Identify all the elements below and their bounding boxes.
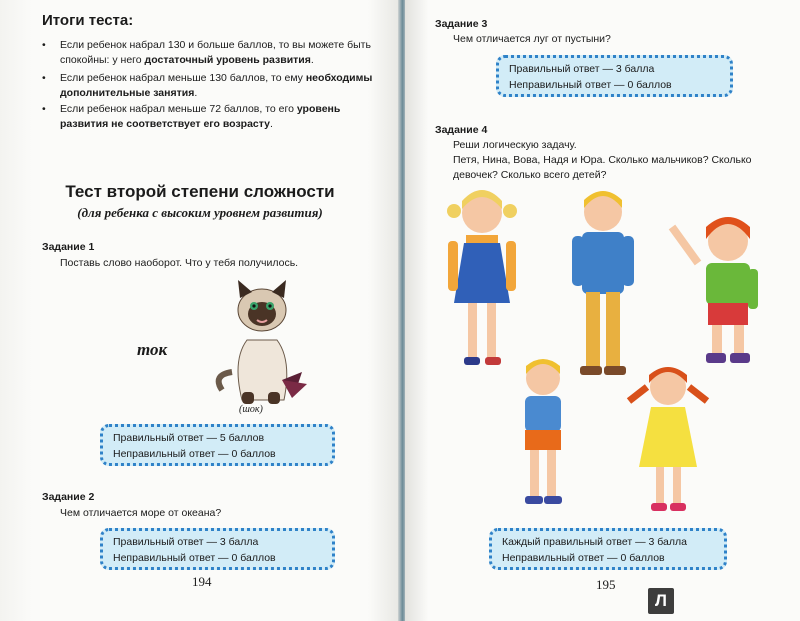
answer-wrong: Неправильный ответ — 0 баллов [502, 552, 665, 564]
answer-wrong: Неправильный ответ — 0 баллов [113, 552, 276, 564]
cat-illustration [212, 280, 312, 410]
task1-hint: (шок) [239, 404, 263, 415]
task3-title: Задание 3 [435, 18, 488, 30]
task2-text: Чем отличается море от океана? [60, 507, 222, 519]
bullet-dot-icon: • [42, 72, 46, 84]
publisher-logo: Л [648, 588, 674, 614]
page-number-right: 195 [596, 577, 616, 592]
task2-title: Задание 2 [42, 491, 95, 503]
task2-answer-box [100, 528, 335, 570]
test-subtitle: (для ребенка с высоким уровнем развития) [77, 205, 323, 220]
task3-text: Чем отличается луг от пустыни? [453, 33, 611, 45]
bullet-dot-icon: • [42, 103, 46, 115]
result-bullet-1: • Если ребенок набрал 130 и больше баллов, то вы можете быть спокойны: у него достаточный уровень развития. [42, 39, 371, 66]
answer-wrong: Неправильный ответ — 0 баллов [113, 448, 276, 460]
task1-word: ток [137, 340, 168, 359]
result-bullet-2: • Если ребенок набрал меньше 130 баллов, то ему необходимы дополнительные занятия. [42, 72, 373, 99]
girl-blue-dress-illustration [440, 183, 525, 373]
task3-answer-box [496, 55, 733, 97]
task4-answer-box [489, 528, 727, 570]
answer-correct: Правильный ответ — 3 балла [509, 63, 655, 75]
task4-line1: Реши логическую задачу. [453, 139, 577, 151]
result-bullet-3: • Если ребенок набрал меньше 72 баллов, то его уровень развития не соответствует его возрасту. [42, 103, 341, 130]
task1-answer-box [100, 424, 335, 466]
answer-correct: Правильный ответ — 5 баллов [113, 432, 265, 444]
task1-title: Задание 1 [42, 241, 95, 253]
task4-title: Задание 4 [435, 124, 488, 136]
task1-text: Поставь слово наоборот. Что у тебя получилось. [60, 257, 299, 269]
right-page [405, 0, 800, 621]
answer-wrong: Неправильный ответ — 0 баллов [509, 79, 672, 91]
results-title: Итоги теста: [42, 12, 134, 29]
task4-line2: Петя, Нина, Вова, Надя и Юра. Сколько мальчиков? Сколько [453, 154, 752, 166]
boy-red-hair-illustration [668, 213, 778, 373]
boy-orange-shorts-illustration [513, 356, 573, 514]
test-title: Тест второй степени сложности [65, 182, 335, 201]
bullet-dot-icon: • [42, 39, 46, 51]
page-number-left: 194 [192, 574, 212, 589]
boy-blue-sweater-illustration [568, 186, 638, 386]
answer-correct: Каждый правильный ответ — 3 балла [502, 536, 687, 548]
task4-line3: девочек? Сколько всего детей? [453, 169, 607, 181]
girl-yellow-dress-illustration [623, 363, 713, 519]
answer-correct: Правильный ответ — 3 балла [113, 536, 259, 548]
